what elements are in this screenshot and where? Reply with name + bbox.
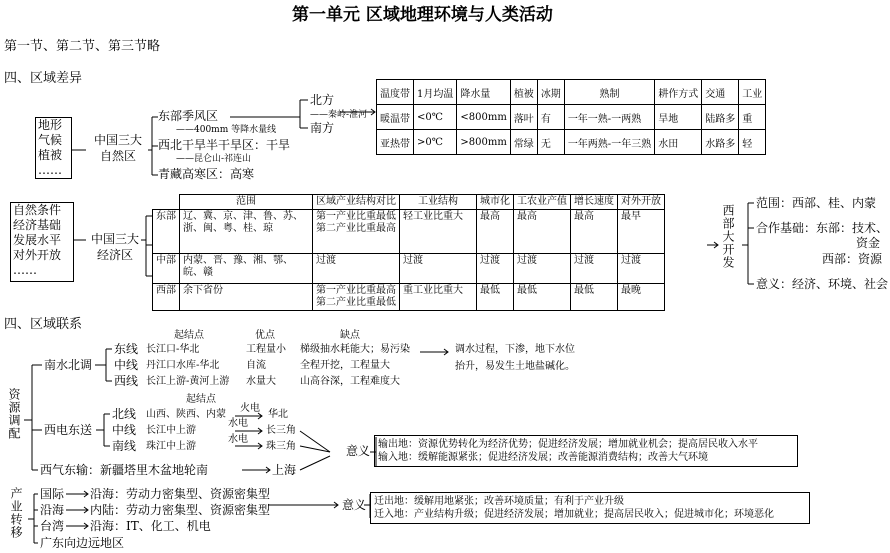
table-cell: 过渡 xyxy=(400,254,477,284)
south-north-water: 南水北调 xyxy=(44,358,93,372)
condition-openness: 对外开放 xyxy=(13,248,62,262)
monsoon-region: 东部季风区 xyxy=(158,109,219,123)
condition-natural: 自然条件 xyxy=(13,203,62,217)
west-east-gas: 西气东输：新疆塔里木盆地轮南 xyxy=(40,463,209,477)
table-cell: 重 xyxy=(739,105,766,130)
table-row xyxy=(377,105,766,130)
south-region: 南方 xyxy=(310,121,335,135)
it-from-coastal: 沿海 xyxy=(40,503,65,517)
it-to-coastal-tech: 沿海：IT、化工、机电 xyxy=(90,519,211,533)
factor-vegetation: 植被 xyxy=(38,148,63,162)
table-cell: 轻 xyxy=(739,130,766,155)
table-header-cell: 区域产业结构对比 xyxy=(313,195,400,210)
wp-south-from: 珠江中上游 xyxy=(146,441,196,452)
section-lessons: 第一节、第二节、第三节略 xyxy=(4,39,161,54)
table-cell xyxy=(313,254,400,284)
table-cell: 过渡 xyxy=(618,254,665,284)
table-cell: 亚热带 xyxy=(377,130,414,155)
table-header-cell: 工业结构 xyxy=(400,195,477,210)
condition-development: 发展水平 xyxy=(13,233,62,247)
zone-name-west: 西部 xyxy=(153,284,180,311)
table-header-row xyxy=(377,80,766,105)
table-cell: 有 xyxy=(537,105,564,130)
it-meaning-label: 意义 xyxy=(342,498,367,512)
wd-meaning: 意义：经济、环境、社会 xyxy=(756,277,889,291)
wd-cooperation-capital: 资金 xyxy=(856,236,881,250)
wp-north-from: 山西、陕西、内蒙 xyxy=(146,409,226,420)
table-cell: 水田 xyxy=(655,130,702,155)
sn-middle-dis: 全程开挖，工程量大 xyxy=(300,360,390,371)
condition-economic-base: 经济基础 xyxy=(13,218,62,232)
table-cell: 一年两熟-一年三熟 xyxy=(564,130,654,155)
table-header-cell: 工业 xyxy=(739,80,766,105)
industry-secondary: 第二产业比重最高 xyxy=(316,223,396,234)
zone-name-central: 中部 xyxy=(153,254,180,284)
sn-effect-2: 抬升，易发生土地盐碱化。 xyxy=(455,361,575,372)
table-cell: <0℃ xyxy=(414,105,457,130)
wp-line-middle: 中线 xyxy=(112,423,137,437)
table-cell xyxy=(313,210,400,254)
table-header-cell: 交通 xyxy=(702,80,739,105)
table-header-cell: 耕作方式 xyxy=(655,80,702,105)
factor-climate: 气候 xyxy=(38,133,63,147)
table-cell: 陆路多 xyxy=(702,105,739,130)
table-cell: 过渡 xyxy=(571,254,618,284)
table-cell: 辽、冀、京、津、鲁、苏、浙、闽、粤、桂、琼 xyxy=(180,210,313,254)
industry-transfer-label: 产业转移 xyxy=(9,487,23,539)
it-meaning-out: 迁出地：缓解用地紧张；改善环境质量；有利于产业升级 xyxy=(374,496,624,507)
table-corner-cell xyxy=(153,195,180,210)
north-south-table xyxy=(376,79,766,155)
table-header-row xyxy=(153,195,665,210)
table-cell: 无 xyxy=(537,130,564,155)
it-from-international: 国际 xyxy=(40,487,65,501)
west-east-power: 西电东送 xyxy=(44,423,93,437)
table-header-cell: 增长速度 xyxy=(571,195,618,210)
gas-destination: 上海 xyxy=(272,463,297,477)
table-header-cell: 工农业产值 xyxy=(514,195,571,210)
zone-name-east: 东部 xyxy=(153,210,180,254)
sn-west-start: 长江上游-黄河上游 xyxy=(146,376,230,387)
table-row xyxy=(153,254,665,284)
table-cell: 余下省份 xyxy=(180,284,313,311)
sn-east-adv: 工程量小 xyxy=(246,344,286,355)
table-cell: 常绿 xyxy=(510,130,537,155)
section-regional-difference: 四、区域差异 xyxy=(4,71,83,86)
section-regional-connection: 四、区域联系 xyxy=(4,317,83,332)
table-cell: 落叶 xyxy=(510,105,537,130)
table-cell: 旱地 xyxy=(655,105,702,130)
industry-primary: 第一产业比重最低 xyxy=(316,211,396,222)
table-cell: 最低 xyxy=(571,284,618,311)
table-cell: >0℃ xyxy=(414,130,457,155)
sn-effect-1: 调水过程，下渗，地下水位 xyxy=(455,344,575,355)
qinling-huaihe-line: ——秦岭-淮河 xyxy=(310,110,368,120)
industry-primary: 过渡 xyxy=(316,255,336,266)
table-cell: 最高 xyxy=(514,210,571,254)
table-row xyxy=(153,284,665,311)
northwest-region: 西北干旱半干旱区：干旱 xyxy=(158,138,291,152)
condition-more: …… xyxy=(13,263,37,277)
table-header-cell: 对外开放 xyxy=(618,195,665,210)
table-row xyxy=(377,130,766,155)
page-title: 第一单元 区域地理环境与人类活动 xyxy=(292,5,553,25)
table-header-cell: 熟制 xyxy=(564,80,654,105)
wp-south-mode: 水电 xyxy=(228,434,248,445)
resource-transfer-label: 资源调配 xyxy=(7,388,21,440)
sn-head-advantage: 优点 xyxy=(255,330,275,341)
table-cell: 轻工业比重大 xyxy=(400,210,477,254)
factor-landform: 地形 xyxy=(38,118,63,132)
table-cell: >800mm xyxy=(457,130,510,155)
transfer-meaning-box xyxy=(374,435,798,467)
it-meaning-box xyxy=(370,492,810,524)
table-cell: 最晚 xyxy=(618,284,665,311)
it-guangdong: 广东向边远地区 xyxy=(40,536,125,550)
table-header-cell: 降水量 xyxy=(457,80,510,105)
wp-head-start: 起结点 xyxy=(186,394,216,405)
table-cell: <800mm xyxy=(457,105,510,130)
table-cell: 最高 xyxy=(477,210,514,254)
sn-west-adv: 水量大 xyxy=(246,376,276,387)
sn-line-middle: 中线 xyxy=(114,358,139,372)
wp-middle-from: 长江中上游 xyxy=(146,425,196,436)
table-cell: 最早 xyxy=(618,210,665,254)
table-row xyxy=(153,210,665,254)
sn-head-start: 起结点 xyxy=(174,330,204,341)
wd-range: 范围：西部、桂、内蒙 xyxy=(756,196,877,210)
table-cell xyxy=(313,284,400,311)
sn-middle-adv: 自流 xyxy=(246,360,266,371)
sn-east-start: 长江口-华北 xyxy=(146,344,200,355)
table-cell: 内蒙、晋、豫、湘、鄂、皖、赣 xyxy=(180,254,313,284)
wd-cooperation-west: 西部：资源 xyxy=(822,252,883,266)
table-header-cell: 范围 xyxy=(180,195,313,210)
sn-east-dis: 梯级抽水耗能大；易污染 xyxy=(300,344,410,355)
meaning-output: 输出地：资源优势转化为经济优势；促进经济发展；增加就业机会；提高居民收入水平 xyxy=(378,439,758,450)
it-from-taiwan: 台湾 xyxy=(40,519,65,533)
table-cell: 过渡 xyxy=(514,254,571,284)
wp-line-south: 南线 xyxy=(112,439,137,453)
table-cell: 过渡 xyxy=(477,254,514,284)
wp-south-to: 珠三角 xyxy=(266,441,296,452)
three-natural-regions: 中国三大自然区 xyxy=(93,133,142,163)
meaning-input: 输入地：缓解能源紧张；促进经济发展；改善能源消费结构；改善大气环境 xyxy=(378,452,708,463)
industry-secondary: 第二产业比重最低 xyxy=(316,297,396,308)
economic-zones-table xyxy=(152,194,665,311)
north-region: 北方 xyxy=(310,93,335,107)
wp-middle-to: 长三角 xyxy=(266,425,296,436)
economic-conditions-box xyxy=(10,202,74,282)
table-header-cell: 冰期 xyxy=(537,80,564,105)
table-header-cell: 植被 xyxy=(510,80,537,105)
table-header-cell: 城市化 xyxy=(477,195,514,210)
it-to-inland: 内陆：劳动力密集型、资源密集型 xyxy=(90,503,271,517)
table-cell: 最高 xyxy=(571,210,618,254)
table-header-cell: 温度带 xyxy=(377,80,414,105)
wp-north-mode: 火电 xyxy=(240,403,260,414)
table-cell: 最低 xyxy=(514,284,571,311)
table-header-cell: 1月均温 xyxy=(414,80,457,105)
table-cell: 暖温带 xyxy=(377,105,414,130)
wp-line-north: 北线 xyxy=(112,407,137,421)
west-development-label: 西部大开发 xyxy=(721,204,735,269)
wd-cooperation: 合作基础：东部：技术、 xyxy=(756,221,889,235)
sn-line-west: 西线 xyxy=(114,374,139,388)
table-cell: 最低 xyxy=(477,284,514,311)
line-400mm: ——400mm 等降水量线 xyxy=(176,125,277,135)
sn-middle-start: 丹江口水库-华北 xyxy=(146,360,220,371)
sn-line-east: 东线 xyxy=(114,342,139,356)
industry-primary: 第一产业比重最高 xyxy=(316,285,396,296)
transfer-meaning-label: 意义 xyxy=(346,444,371,458)
qingzang-region: 青藏高寒区：高寒 xyxy=(158,167,255,181)
table-cell: 一年一熟-一两熟 xyxy=(564,105,654,130)
table-cell: 水路多 xyxy=(702,130,739,155)
it-to-coastal: 沿海：劳动力密集型、资源密集型 xyxy=(90,487,271,501)
wp-middle-mode: 水电 xyxy=(228,418,248,429)
it-meaning-in: 迁入地：产业结构升级；促进经济发展；增加就业；提高居民收入；促进城市化；环境恶化 xyxy=(374,509,774,520)
sn-west-dis: 山高谷深，工程难度大 xyxy=(300,376,400,387)
table-cell: 重工业比重大 xyxy=(400,284,477,311)
wp-north-to: 华北 xyxy=(268,409,288,420)
factor-more: …… xyxy=(38,163,62,177)
sn-head-disadvantage: 缺点 xyxy=(340,330,360,341)
natural-factors-box xyxy=(35,117,72,179)
kunlun-qilian-line: ——昆仑山-祁连山 xyxy=(176,154,252,164)
three-economic-zones: 中国三大经济区 xyxy=(90,232,139,262)
